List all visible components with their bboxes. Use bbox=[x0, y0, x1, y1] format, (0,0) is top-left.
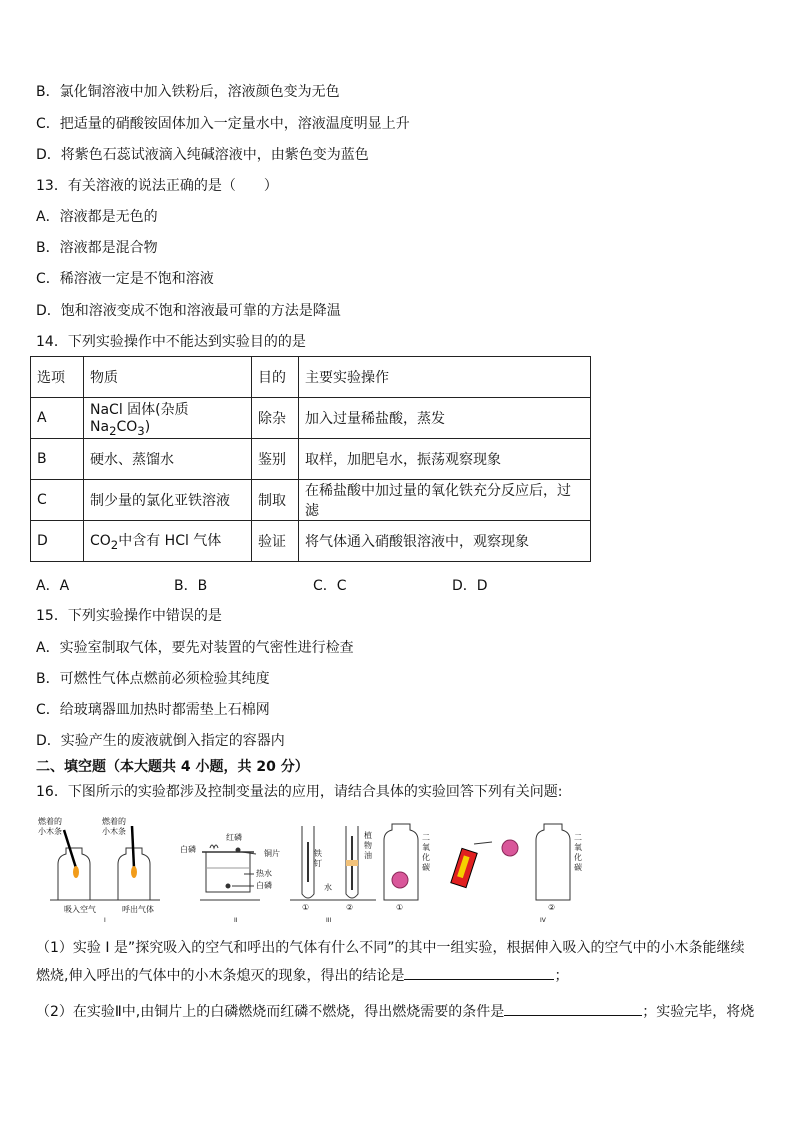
rose-icon bbox=[502, 840, 518, 856]
figure-label: 钉 bbox=[314, 859, 322, 868]
figure-label: 碳 bbox=[422, 863, 430, 872]
table-row bbox=[31, 398, 591, 439]
figure-label: 碳 bbox=[574, 863, 582, 872]
experiment-3 bbox=[290, 826, 376, 924]
figure-label: 白磷 bbox=[256, 881, 272, 890]
figure-label: 白磷 bbox=[180, 845, 196, 854]
experiment-figure bbox=[30, 812, 760, 924]
figure-label: 热水 bbox=[256, 869, 272, 878]
figure-roman: III bbox=[326, 917, 332, 924]
question-16: 16．下图所示的实验都涉及控制变量法的应用，请结合具体的实验回答下列有关问题: bbox=[36, 784, 563, 800]
sub-question-1 bbox=[36, 934, 758, 990]
answer-14c: C．C bbox=[313, 578, 347, 594]
question-14: 14．下列实验操作中不能达到实验目的的是 bbox=[36, 334, 306, 350]
option-15d: D．实验产生的废液就倒入指定的容器内 bbox=[36, 733, 285, 749]
option-13a: A．溶液都是无色的 bbox=[36, 209, 158, 225]
experiment-4 bbox=[384, 824, 582, 924]
option-13d: D．饱和溶液变成不饱和溶液最可靠的方法是降温 bbox=[36, 303, 341, 319]
wood-stick-right bbox=[132, 826, 134, 868]
answer-blank[interactable] bbox=[504, 1001, 642, 1016]
table-cell: 取样，加肥皂水，振荡观察现象 bbox=[299, 439, 591, 480]
figure-label: 氧 bbox=[422, 843, 430, 852]
jar-2 bbox=[536, 824, 570, 900]
section-heading: 二、填空题（本大题共 4 小题，共 20 分） bbox=[36, 759, 309, 775]
experiment-2 bbox=[180, 832, 280, 924]
formula-text: CO bbox=[90, 533, 111, 550]
table-cell bbox=[84, 398, 252, 439]
sub-question-2-end: ；实验完毕，将烧 bbox=[642, 1004, 755, 1020]
question-14-table bbox=[30, 356, 591, 562]
table-row bbox=[31, 521, 591, 562]
figure-label: 化 bbox=[574, 853, 582, 862]
figure-roman: I bbox=[104, 917, 106, 924]
table-cell: C bbox=[31, 480, 84, 521]
question-13: 13．有关溶液的说法正确的是（ ） bbox=[36, 178, 278, 194]
formula-text: 中含有 HCl 气体 bbox=[118, 533, 222, 550]
table-row bbox=[31, 480, 591, 521]
table-cell: 验证 bbox=[252, 521, 299, 562]
answer-blank[interactable] bbox=[404, 965, 554, 980]
figure-label: 二 bbox=[422, 833, 430, 842]
figure-label: 吸入空气 bbox=[64, 905, 96, 914]
jar-1 bbox=[384, 824, 418, 900]
option-15b: B．可燃性气体点燃前必须检验其纯度 bbox=[36, 671, 270, 687]
option-13c: C．稀溶液一定是不饱和溶液 bbox=[36, 271, 214, 287]
option-15c: C．给玻璃器皿加热时都需垫上石棉网 bbox=[36, 702, 270, 718]
table-cell: D bbox=[31, 521, 84, 562]
table-header-cell: 选项 bbox=[31, 357, 84, 398]
figure-label: 呼出气体 bbox=[122, 905, 154, 914]
answer-14a: A．A bbox=[36, 578, 70, 594]
spray-nozzle bbox=[474, 842, 492, 844]
table-cell: A bbox=[31, 398, 84, 439]
figure-label: ② bbox=[548, 903, 556, 912]
answer-14b: B．B bbox=[174, 578, 208, 594]
answer-14d: D．D bbox=[452, 578, 488, 594]
figure-label: 铜片 bbox=[264, 849, 280, 858]
figure-label: 物 bbox=[364, 841, 372, 850]
option-13b: B．溶液都是混合物 bbox=[36, 240, 158, 256]
figure-label: 小木条 bbox=[38, 827, 62, 836]
flame-icon bbox=[73, 866, 79, 878]
table-header-cell: 目的 bbox=[252, 357, 299, 398]
oil-layer bbox=[346, 860, 358, 866]
white-phosphorus bbox=[226, 884, 230, 888]
figure-label: 铁 bbox=[314, 849, 322, 858]
option-12c: C．把适量的硝酸铵固体加入一定量水中，溶液温度明显上升 bbox=[36, 116, 410, 132]
table-cell: B bbox=[31, 439, 84, 480]
figure-roman: IV bbox=[540, 917, 546, 924]
sub-question-2 bbox=[36, 998, 758, 1026]
table-row bbox=[31, 439, 591, 480]
figure-label: ② bbox=[346, 903, 354, 912]
smoke-icon bbox=[210, 845, 218, 848]
option-12b: B．氯化铜溶液中加入铁粉后，溶液颜色变为无色 bbox=[36, 84, 340, 100]
figure-label: ① bbox=[396, 903, 404, 912]
experiment-1 bbox=[38, 816, 160, 924]
figure-label: 燃着的 bbox=[38, 817, 62, 826]
figure-label: ① bbox=[302, 903, 310, 912]
subscript: 2 bbox=[109, 423, 117, 438]
table-cell: 加入过量稀盐酸，蒸发 bbox=[299, 398, 591, 439]
option-12d: D．将紫色石蕊试液滴入纯碱溶液中，由紫色变为蓝色 bbox=[36, 147, 369, 163]
table-cell: 制取 bbox=[252, 480, 299, 521]
figure-label: 小木条 bbox=[102, 827, 126, 836]
figure-label: 二 bbox=[574, 833, 582, 842]
table-cell: 在稀盐酸中加过量的氧化铁充分反应后，过滤 bbox=[299, 480, 591, 521]
figure-label: 化 bbox=[422, 853, 430, 862]
table-cell bbox=[84, 521, 252, 562]
subscript: 3 bbox=[137, 423, 145, 438]
table-cell: 硬水、蒸馏水 bbox=[84, 439, 252, 480]
formula-text: NaCl 固体(杂质 Na bbox=[90, 401, 189, 435]
figure-label: 水 bbox=[324, 883, 332, 892]
formula-text: ) bbox=[144, 418, 151, 435]
figure-label: 红磷 bbox=[226, 833, 242, 842]
table-cell: 鉴别 bbox=[252, 439, 299, 480]
rose-icon bbox=[392, 872, 408, 888]
sub-question-1-end: ； bbox=[554, 968, 569, 984]
sub-question-1-text: （1）实验 I 是”探究吸入的空气和呼出的气体有什么不同”的其中一组实验，根据伸入吸入的空气中的小木条能继续燃烧,伸入呼出的气体中的小木条熄灭的现象，得出的结论是 bbox=[36, 940, 745, 984]
question-15: 15．下列实验操作中错误的是 bbox=[36, 608, 222, 624]
flame-icon bbox=[131, 866, 137, 878]
figure-label: 燃着的 bbox=[102, 817, 126, 826]
figure-label: 植 bbox=[364, 831, 372, 840]
figure-roman: II bbox=[234, 917, 238, 924]
sub-question-2-text: （2）在实验Ⅱ中,由铜片上的白磷燃烧而红磷不燃烧，得出燃烧需要的条件是 bbox=[36, 1004, 505, 1020]
figure-label: 油 bbox=[364, 851, 372, 860]
option-15a: A．实验室制取气体，要先对装置的气密性进行检查 bbox=[36, 640, 354, 656]
subscript: 2 bbox=[110, 537, 119, 552]
table-cell: 将气体通入硝酸银溶液中，观察现象 bbox=[299, 521, 591, 562]
figure-label: 氧 bbox=[574, 843, 582, 852]
table-cell: 制少量的氯化亚铁溶液 bbox=[84, 480, 252, 521]
red-phosphorus bbox=[236, 848, 240, 852]
table-header-cell: 主要实验操作 bbox=[299, 357, 591, 398]
table-header-cell: 物质 bbox=[84, 357, 252, 398]
table-header-row bbox=[31, 357, 591, 398]
table-cell: 除杂 bbox=[252, 398, 299, 439]
formula-text: CO bbox=[116, 418, 138, 435]
